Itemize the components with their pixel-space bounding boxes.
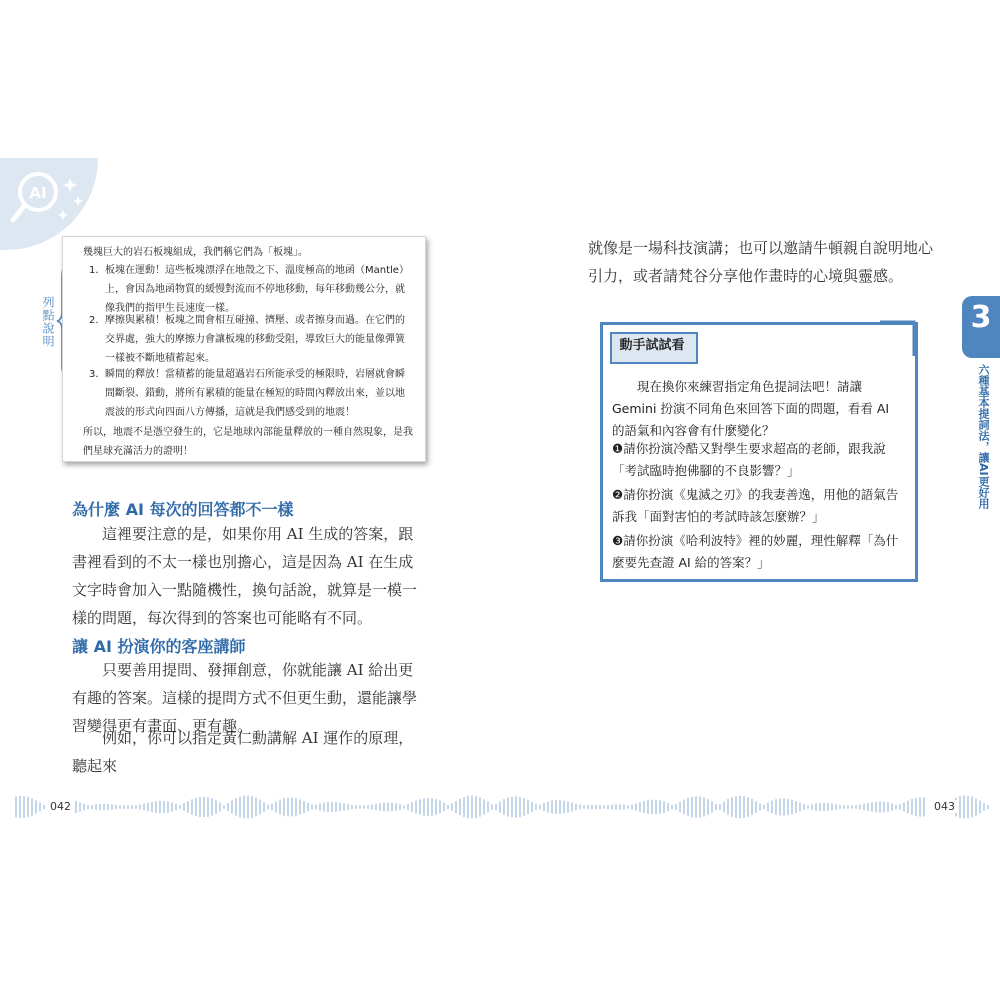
item-text: 板塊在運動！這些板塊漂浮在地殼之下、溫度極高的地函（Mantle）上，會因為地函物質的緩慢對流而不停地移動，每年移動幾公分，就像我們的指甲生長速度一樣。: [105, 265, 409, 314]
ai-badge-label: AI: [29, 184, 47, 202]
item-number: 3.: [89, 369, 99, 380]
continued-paragraph: 就像是一場科技演講；也可以邀請牛頓親自說明地心引力，或者請梵谷分享他作畫時的心境與靈感。: [588, 239, 934, 285]
prompt-text: 請你扮演《鬼滅之刃》的我妻善逸，用他的語氣告訴我「面對害怕的考試時該怎麼辦？」: [612, 487, 899, 524]
prompt-item: [612, 530, 902, 574]
page-number-left: 042: [50, 800, 71, 813]
section-heading: 為什麼 AI 每次的回答都不一樣: [72, 500, 294, 519]
example-output-card: [62, 236, 426, 462]
try-it-title: 動手試試看: [619, 338, 685, 353]
chapter-number: 3: [970, 300, 992, 335]
section-body: 只要善用提問、發揮創意，你就能讓 AI 給出更有趣的答案。這樣的提問方式不但更生動，還能讓學習變得更有畫面、更有趣。: [72, 661, 418, 735]
ai-magnifier-icon: [8, 164, 98, 246]
section-heading: 讓 AI 扮演你的客座講師: [72, 637, 246, 656]
item-number: 2.: [89, 315, 99, 326]
section-body-continued: 例如，你可以指定黃仁勳講解 AI 運作的原理，聽起來: [72, 729, 414, 775]
chapter-title: 六種基本提詞法，讓AI更好用: [977, 364, 990, 509]
prompt-text: 請你扮演冷酷又對學生要求超高的老師，跟我說「考試臨時抱佛腳的不良影響？」: [612, 441, 886, 478]
number-marker: ❶: [612, 441, 624, 456]
card-list-item: [89, 261, 409, 314]
prompt-item: [612, 438, 902, 482]
prompt-item: [612, 484, 902, 528]
box-corner-decoration: [880, 318, 920, 358]
item-text: 瞬間的釋放！當積蓄的能量超過岩石所能承受的極限時，岩層就會瞬間斷裂、錯動，將所有累積的能量在極短的時間內釋放出來，並以地震波的形式向四面八方傳播，這就是我們感受到的地震！: [105, 369, 405, 418]
card-outro: 所以，地震不是憑空發生的，它是地球內部能量釋放的一種自然現象，是我們星球充滿活力的證明！: [83, 427, 413, 457]
page-number-right: 043: [934, 800, 955, 813]
prompt-text: 請你扮演《哈利波特》裡的妙麗，理性解釋「為什麼要先查證 AI 給的答案？」: [612, 533, 899, 570]
number-marker: ❸: [612, 533, 624, 548]
section-body: 這裡要注意的是，如果你用 AI 生成的答案，跟書裡看到的不太一樣也別擔心，這是因為 AI 在生成文字時會加入一點隨機性，換句話說，就算是一模一樣的問題，每次得到的答案也可能略有不同。: [72, 525, 418, 627]
try-it-intro: 現在換你來練習指定角色提詞法吧！請讓 Gemini 扮演不同角色來回答下面的問題，看看 AI 的語氣和內容會有什麼變化？: [612, 379, 890, 438]
card-intro: 幾塊巨大的岩石板塊組成，我們稱它們為「板塊」。: [83, 247, 308, 258]
card-list-item: [89, 311, 409, 364]
footer-waveform: [0, 792, 1000, 822]
item-number: 1.: [89, 265, 99, 276]
card-list-item: [89, 365, 409, 421]
number-marker: ❷: [612, 487, 624, 502]
list-explanation-label: 列點說明: [41, 296, 55, 348]
item-text: 摩擦與累積！板塊之間會相互碰撞、擠壓、或者擦身而過。在它們的交界處，強大的摩擦力會讓板塊的移動受阻，導致巨大的能量像彈簧一樣被不斷地積蓄起來。: [105, 315, 405, 364]
